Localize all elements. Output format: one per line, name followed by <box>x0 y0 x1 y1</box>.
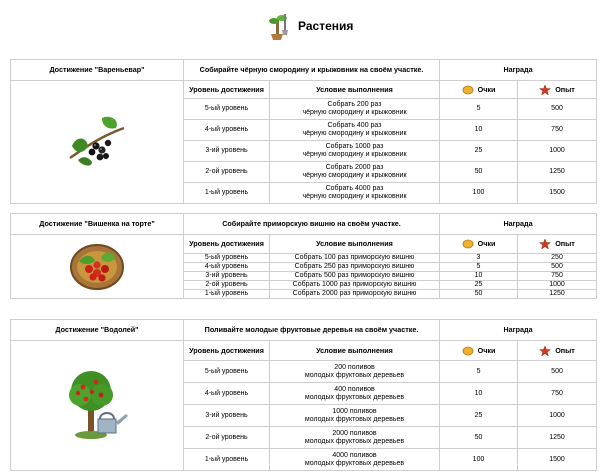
condition-cell: Собрать 200 раз чёрную смородину и крыжовник <box>270 99 440 120</box>
condition-cell: Собрать 2000 раз чёрную смородину и крыжовник <box>270 162 440 183</box>
points-cell: 50 <box>440 427 518 449</box>
points-cell: 10 <box>440 272 518 281</box>
points-cell: 10 <box>440 383 518 405</box>
achievement-task: Поливайте молодые фруктовые деревья на своём участке. <box>184 320 440 341</box>
column-header-xp: Опыт <box>518 341 597 361</box>
condition-cell: Собрать 4000 раз чёрную смородину и крыжовник <box>270 183 440 204</box>
column-header-xp: Опыт <box>518 235 597 254</box>
points-cell: 25 <box>440 281 518 290</box>
achievement-picture <box>11 341 184 471</box>
achievement-picture <box>11 235 184 299</box>
column-header-level: Уровень достижения <box>184 235 270 254</box>
gold-coin-icon <box>462 346 474 356</box>
condition-cell: 400 поливов молодых фруктовых деревьев <box>270 383 440 405</box>
reward-title: Награда <box>440 60 597 81</box>
points-cell: 5 <box>440 361 518 383</box>
level-cell: 3-ий уровень <box>184 141 270 162</box>
achievement-picture <box>11 81 184 204</box>
xp-cell: 1250 <box>518 427 597 449</box>
condition-cell: 4000 поливов молодых фруктовых деревьев <box>270 449 440 471</box>
condition-cell: Собрать 400 раз чёрную смородину и крыжовник <box>270 120 440 141</box>
achievement-table-varenevar <box>10 59 597 204</box>
plant-shovel-icon <box>265 12 291 42</box>
achievement-name: Достижение "Водолей" <box>11 320 184 341</box>
condition-cell: Собрать 1000 раз приморскую вишню <box>270 281 440 290</box>
points-cell: 25 <box>440 141 518 162</box>
points-cell: 5 <box>440 263 518 272</box>
points-cell: 3 <box>440 254 518 263</box>
xp-cell: 500 <box>518 263 597 272</box>
column-header-points: Очки <box>440 235 518 254</box>
xp-cell: 1250 <box>518 162 597 183</box>
level-cell: 4-ый уровень <box>184 383 270 405</box>
points-cell: 100 <box>440 449 518 471</box>
xp-cell: 250 <box>518 254 597 263</box>
achievement-task: Собирайте приморскую вишню на своём участке. <box>184 214 440 235</box>
column-header-points: Очки <box>440 81 518 99</box>
achievement-table-vodoley <box>10 319 597 471</box>
level-cell: 2-ой уровень <box>184 427 270 449</box>
column-header-condition: Условие выполнения <box>270 341 440 361</box>
condition-cell: Собрать 500 раз приморскую вишню <box>270 272 440 281</box>
gold-coin-icon <box>462 85 474 95</box>
xp-cell: 750 <box>518 272 597 281</box>
xp-cell: 750 <box>518 383 597 405</box>
level-cell: 3-ий уровень <box>184 405 270 427</box>
xp-cell: 500 <box>518 361 597 383</box>
column-header-xp: Опыт <box>518 81 597 99</box>
level-cell: 1-ый уровень <box>184 183 270 204</box>
level-cell: 5-ый уровень <box>184 361 270 383</box>
page-header <box>0 8 600 42</box>
level-cell: 3-ий уровень <box>184 272 270 281</box>
achievement-task: Собирайте чёрную смородину и крыжовник на своём участке. <box>184 60 440 81</box>
cherry-basket-icon <box>67 237 127 293</box>
reward-title: Награда <box>440 320 597 341</box>
xp-cell: 1000 <box>518 405 597 427</box>
level-cell: 1-ый уровень <box>184 290 270 299</box>
column-header-level: Уровень достижения <box>184 81 270 99</box>
points-cell: 5 <box>440 99 518 120</box>
points-cell: 25 <box>440 405 518 427</box>
points-cell: 50 <box>440 290 518 299</box>
level-cell: 4-ый уровень <box>184 120 270 141</box>
level-cell: 2-ой уровень <box>184 162 270 183</box>
condition-cell: Собрать 250 раз приморскую вишню <box>270 263 440 272</box>
condition-cell: Собрать 100 раз приморскую вишню <box>270 254 440 263</box>
column-header-points: Очки <box>440 341 518 361</box>
column-header-level: Уровень достижения <box>184 341 270 361</box>
reward-title: Награда <box>440 214 597 235</box>
condition-cell: 200 поливов молодых фруктовых деревьев <box>270 361 440 383</box>
xp-cell: 1000 <box>518 141 597 162</box>
condition-cell: 1000 поливов молодых фруктовых деревьев <box>270 405 440 427</box>
points-cell: 50 <box>440 162 518 183</box>
achievement-name: Достижение "Вареньевар" <box>11 60 184 81</box>
condition-cell: Собрать 2000 раз приморскую вишню <box>270 290 440 299</box>
xp-cell: 750 <box>518 120 597 141</box>
condition-cell: 2000 поливов молодых фруктовых деревьев <box>270 427 440 449</box>
fruit-tree-watering-can-icon <box>64 365 130 443</box>
condition-cell: Собрать 1000 раз чёрную смородину и крыжовник <box>270 141 440 162</box>
level-cell: 5-ый уровень <box>184 99 270 120</box>
points-cell: 100 <box>440 183 518 204</box>
achievement-name: Достижение "Вишенка на торте" <box>11 214 184 235</box>
xp-cell: 1500 <box>518 183 597 204</box>
level-cell: 5-ый уровень <box>184 254 270 263</box>
xp-cell: 500 <box>518 99 597 120</box>
xp-cell: 1250 <box>518 290 597 299</box>
level-cell: 4-ый уровень <box>184 263 270 272</box>
red-star-icon <box>539 85 551 95</box>
column-header-condition: Условие выполнения <box>270 235 440 254</box>
achievement-table-vishenka <box>10 213 597 299</box>
red-star-icon <box>539 346 551 356</box>
xp-cell: 1000 <box>518 281 597 290</box>
page-title: Растения <box>298 19 354 33</box>
level-cell: 1-ый уровень <box>184 449 270 471</box>
points-cell: 10 <box>440 120 518 141</box>
currant-branch-icon <box>62 106 132 176</box>
xp-cell: 1500 <box>518 449 597 471</box>
column-header-condition: Условие выполнения <box>270 81 440 99</box>
level-cell: 2-ой уровень <box>184 281 270 290</box>
red-star-icon <box>539 239 551 249</box>
gold-coin-icon <box>462 239 474 249</box>
